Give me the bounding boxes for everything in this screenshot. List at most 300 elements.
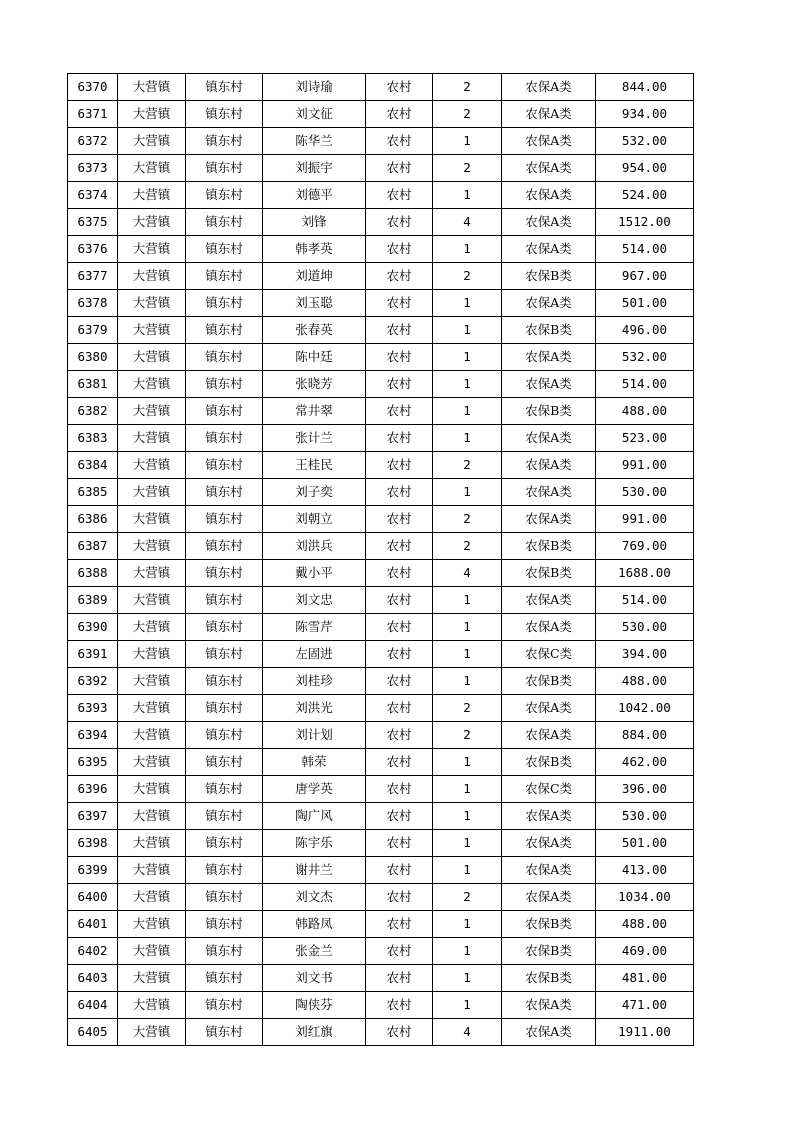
cell-person-name: 陶广风 xyxy=(263,803,366,830)
cell-area-type: 农村 xyxy=(366,587,433,614)
cell-area-type: 农村 xyxy=(366,128,433,155)
cell-insurance-category: 农保B类 xyxy=(502,938,596,965)
cell-amount: 462.00 xyxy=(596,749,694,776)
cell-household-count: 4 xyxy=(433,560,502,587)
cell-amount: 884.00 xyxy=(596,722,694,749)
cell-village: 镇东村 xyxy=(186,1019,263,1046)
cell-person-name: 刘红旗 xyxy=(263,1019,366,1046)
cell-area-type: 农村 xyxy=(366,749,433,776)
cell-person-name: 唐学英 xyxy=(263,776,366,803)
cell-area-type: 农村 xyxy=(366,938,433,965)
cell-village: 镇东村 xyxy=(186,128,263,155)
cell-insurance-category: 农保A类 xyxy=(502,101,596,128)
cell-amount: 523.00 xyxy=(596,425,694,452)
cell-area-type: 农村 xyxy=(366,533,433,560)
cell-serial-number: 6376 xyxy=(68,236,118,263)
cell-amount: 530.00 xyxy=(596,614,694,641)
table-row xyxy=(68,803,694,830)
cell-serial-number: 6401 xyxy=(68,911,118,938)
cell-town: 大营镇 xyxy=(118,587,186,614)
cell-insurance-category: 农保A类 xyxy=(502,830,596,857)
table-row xyxy=(68,857,694,884)
cell-village: 镇东村 xyxy=(186,992,263,1019)
cell-amount: 1688.00 xyxy=(596,560,694,587)
cell-person-name: 刘桂珍 xyxy=(263,668,366,695)
cell-person-name: 刘文书 xyxy=(263,965,366,992)
cell-serial-number: 6392 xyxy=(68,668,118,695)
cell-village: 镇东村 xyxy=(186,101,263,128)
cell-amount: 532.00 xyxy=(596,344,694,371)
cell-household-count: 4 xyxy=(433,1019,502,1046)
cell-amount: 469.00 xyxy=(596,938,694,965)
cell-town: 大营镇 xyxy=(118,965,186,992)
cell-town: 大营镇 xyxy=(118,1019,186,1046)
cell-town: 大营镇 xyxy=(118,992,186,1019)
cell-village: 镇东村 xyxy=(186,452,263,479)
cell-household-count: 2 xyxy=(433,452,502,479)
cell-serial-number: 6378 xyxy=(68,290,118,317)
cell-village: 镇东村 xyxy=(186,668,263,695)
cell-amount: 844.00 xyxy=(596,74,694,101)
table-row xyxy=(68,587,694,614)
cell-village: 镇东村 xyxy=(186,236,263,263)
cell-insurance-category: 农保B类 xyxy=(502,911,596,938)
table-row xyxy=(68,830,694,857)
cell-village: 镇东村 xyxy=(186,938,263,965)
cell-insurance-category: 农保A类 xyxy=(502,209,596,236)
cell-amount: 394.00 xyxy=(596,641,694,668)
cell-town: 大营镇 xyxy=(118,452,186,479)
cell-person-name: 刘诗瑜 xyxy=(263,74,366,101)
cell-amount: 501.00 xyxy=(596,290,694,317)
cell-household-count: 2 xyxy=(433,263,502,290)
cell-person-name: 张晓芳 xyxy=(263,371,366,398)
cell-village: 镇东村 xyxy=(186,830,263,857)
cell-area-type: 农村 xyxy=(366,911,433,938)
cell-insurance-category: 农保A类 xyxy=(502,155,596,182)
cell-person-name: 刘玉聪 xyxy=(263,290,366,317)
cell-household-count: 1 xyxy=(433,857,502,884)
cell-town: 大营镇 xyxy=(118,533,186,560)
cell-town: 大营镇 xyxy=(118,155,186,182)
cell-person-name: 韩荣 xyxy=(263,749,366,776)
cell-household-count: 2 xyxy=(433,155,502,182)
cell-household-count: 1 xyxy=(433,830,502,857)
table-row xyxy=(68,1019,694,1046)
table-row xyxy=(68,128,694,155)
table-row xyxy=(68,479,694,506)
cell-insurance-category: 农保B类 xyxy=(502,533,596,560)
cell-household-count: 2 xyxy=(433,533,502,560)
cell-insurance-category: 农保A类 xyxy=(502,236,596,263)
cell-household-count: 1 xyxy=(433,776,502,803)
cell-area-type: 农村 xyxy=(366,479,433,506)
cell-amount: 396.00 xyxy=(596,776,694,803)
cell-village: 镇东村 xyxy=(186,182,263,209)
cell-village: 镇东村 xyxy=(186,776,263,803)
cell-serial-number: 6389 xyxy=(68,587,118,614)
cell-amount: 488.00 xyxy=(596,668,694,695)
cell-town: 大营镇 xyxy=(118,830,186,857)
cell-person-name: 陈华兰 xyxy=(263,128,366,155)
cell-serial-number: 6372 xyxy=(68,128,118,155)
cell-household-count: 1 xyxy=(433,344,502,371)
cell-household-count: 1 xyxy=(433,425,502,452)
cell-household-count: 4 xyxy=(433,209,502,236)
cell-area-type: 农村 xyxy=(366,452,433,479)
cell-person-name: 陈中廷 xyxy=(263,344,366,371)
cell-town: 大营镇 xyxy=(118,398,186,425)
cell-area-type: 农村 xyxy=(366,992,433,1019)
document-page xyxy=(67,73,694,1046)
cell-village: 镇东村 xyxy=(186,398,263,425)
table-row xyxy=(68,938,694,965)
cell-household-count: 1 xyxy=(433,749,502,776)
cell-serial-number: 6395 xyxy=(68,749,118,776)
cell-household-count: 1 xyxy=(433,371,502,398)
cell-serial-number: 6381 xyxy=(68,371,118,398)
cell-amount: 967.00 xyxy=(596,263,694,290)
cell-household-count: 2 xyxy=(433,506,502,533)
cell-household-count: 1 xyxy=(433,290,502,317)
cell-village: 镇东村 xyxy=(186,722,263,749)
cell-village: 镇东村 xyxy=(186,263,263,290)
cell-household-count: 2 xyxy=(433,722,502,749)
cell-village: 镇东村 xyxy=(186,317,263,344)
cell-serial-number: 6383 xyxy=(68,425,118,452)
cell-area-type: 农村 xyxy=(366,155,433,182)
cell-insurance-category: 农保B类 xyxy=(502,749,596,776)
cell-person-name: 刘道坤 xyxy=(263,263,366,290)
cell-person-name: 刘计划 xyxy=(263,722,366,749)
cell-town: 大营镇 xyxy=(118,182,186,209)
table-row xyxy=(68,236,694,263)
table-row xyxy=(68,398,694,425)
cell-area-type: 农村 xyxy=(366,560,433,587)
cell-amount: 1512.00 xyxy=(596,209,694,236)
cell-person-name: 刘文征 xyxy=(263,101,366,128)
cell-amount: 488.00 xyxy=(596,398,694,425)
cell-amount: 530.00 xyxy=(596,479,694,506)
table-row xyxy=(68,560,694,587)
cell-household-count: 1 xyxy=(433,479,502,506)
table-body xyxy=(68,74,694,1046)
table-row xyxy=(68,992,694,1019)
cell-insurance-category: 农保A类 xyxy=(502,128,596,155)
table-row xyxy=(68,776,694,803)
cell-village: 镇东村 xyxy=(186,560,263,587)
cell-town: 大营镇 xyxy=(118,263,186,290)
cell-town: 大营镇 xyxy=(118,938,186,965)
cell-town: 大营镇 xyxy=(118,911,186,938)
cell-amount: 530.00 xyxy=(596,803,694,830)
cell-serial-number: 6391 xyxy=(68,641,118,668)
cell-town: 大营镇 xyxy=(118,290,186,317)
cell-insurance-category: 农保A类 xyxy=(502,452,596,479)
cell-area-type: 农村 xyxy=(366,1019,433,1046)
cell-serial-number: 6397 xyxy=(68,803,118,830)
cell-person-name: 刘振宇 xyxy=(263,155,366,182)
cell-amount: 481.00 xyxy=(596,965,694,992)
cell-household-count: 1 xyxy=(433,803,502,830)
cell-person-name: 刘朝立 xyxy=(263,506,366,533)
cell-village: 镇东村 xyxy=(186,344,263,371)
cell-village: 镇东村 xyxy=(186,857,263,884)
table-row xyxy=(68,668,694,695)
cell-serial-number: 6380 xyxy=(68,344,118,371)
table-row xyxy=(68,425,694,452)
table-row xyxy=(68,74,694,101)
cell-serial-number: 6382 xyxy=(68,398,118,425)
cell-amount: 413.00 xyxy=(596,857,694,884)
cell-area-type: 农村 xyxy=(366,884,433,911)
cell-town: 大营镇 xyxy=(118,236,186,263)
cell-serial-number: 6404 xyxy=(68,992,118,1019)
cell-serial-number: 6387 xyxy=(68,533,118,560)
cell-town: 大营镇 xyxy=(118,128,186,155)
table-row xyxy=(68,749,694,776)
cell-insurance-category: 农保A类 xyxy=(502,857,596,884)
table-row xyxy=(68,452,694,479)
cell-insurance-category: 农保A类 xyxy=(502,425,596,452)
cell-village: 镇东村 xyxy=(186,533,263,560)
cell-area-type: 农村 xyxy=(366,614,433,641)
cell-amount: 524.00 xyxy=(596,182,694,209)
cell-town: 大营镇 xyxy=(118,425,186,452)
cell-amount: 488.00 xyxy=(596,911,694,938)
cell-town: 大营镇 xyxy=(118,857,186,884)
cell-serial-number: 6385 xyxy=(68,479,118,506)
cell-serial-number: 6388 xyxy=(68,560,118,587)
cell-insurance-category: 农保B类 xyxy=(502,965,596,992)
cell-insurance-category: 农保A类 xyxy=(502,992,596,1019)
cell-serial-number: 6396 xyxy=(68,776,118,803)
cell-household-count: 1 xyxy=(433,614,502,641)
cell-household-count: 1 xyxy=(433,965,502,992)
cell-insurance-category: 农保B类 xyxy=(502,263,596,290)
cell-village: 镇东村 xyxy=(186,290,263,317)
cell-household-count: 1 xyxy=(433,398,502,425)
cell-person-name: 常井翠 xyxy=(263,398,366,425)
cell-area-type: 农村 xyxy=(366,182,433,209)
cell-amount: 514.00 xyxy=(596,587,694,614)
cell-person-name: 刘文杰 xyxy=(263,884,366,911)
cell-household-count: 1 xyxy=(433,911,502,938)
cell-person-name: 韩路凤 xyxy=(263,911,366,938)
table-row xyxy=(68,344,694,371)
cell-village: 镇东村 xyxy=(186,506,263,533)
cell-serial-number: 6373 xyxy=(68,155,118,182)
cell-town: 大营镇 xyxy=(118,776,186,803)
cell-amount: 954.00 xyxy=(596,155,694,182)
cell-town: 大营镇 xyxy=(118,560,186,587)
cell-village: 镇东村 xyxy=(186,695,263,722)
table-row xyxy=(68,209,694,236)
cell-serial-number: 6405 xyxy=(68,1019,118,1046)
cell-village: 镇东村 xyxy=(186,209,263,236)
cell-amount: 532.00 xyxy=(596,128,694,155)
cell-village: 镇东村 xyxy=(186,155,263,182)
cell-town: 大营镇 xyxy=(118,317,186,344)
cell-village: 镇东村 xyxy=(186,749,263,776)
table-row xyxy=(68,155,694,182)
cell-area-type: 农村 xyxy=(366,101,433,128)
cell-household-count: 1 xyxy=(433,641,502,668)
table-row xyxy=(68,317,694,344)
cell-person-name: 张春英 xyxy=(263,317,366,344)
cell-person-name: 陶侠芬 xyxy=(263,992,366,1019)
cell-serial-number: 6398 xyxy=(68,830,118,857)
cell-area-type: 农村 xyxy=(366,857,433,884)
cell-insurance-category: 农保C类 xyxy=(502,776,596,803)
cell-village: 镇东村 xyxy=(186,641,263,668)
cell-insurance-category: 农保A类 xyxy=(502,182,596,209)
cell-insurance-category: 农保A类 xyxy=(502,371,596,398)
cell-town: 大营镇 xyxy=(118,209,186,236)
cell-area-type: 农村 xyxy=(366,722,433,749)
cell-amount: 471.00 xyxy=(596,992,694,1019)
cell-village: 镇东村 xyxy=(186,587,263,614)
cell-amount: 991.00 xyxy=(596,452,694,479)
cell-amount: 1034.00 xyxy=(596,884,694,911)
cell-amount: 1042.00 xyxy=(596,695,694,722)
cell-person-name: 刘洪光 xyxy=(263,695,366,722)
cell-household-count: 2 xyxy=(433,101,502,128)
cell-household-count: 1 xyxy=(433,587,502,614)
cell-village: 镇东村 xyxy=(186,803,263,830)
cell-village: 镇东村 xyxy=(186,965,263,992)
cell-town: 大营镇 xyxy=(118,101,186,128)
cell-insurance-category: 农保A类 xyxy=(502,479,596,506)
cell-area-type: 农村 xyxy=(366,776,433,803)
cell-town: 大营镇 xyxy=(118,803,186,830)
cell-amount: 934.00 xyxy=(596,101,694,128)
cell-insurance-category: 农保A类 xyxy=(502,506,596,533)
cell-serial-number: 6375 xyxy=(68,209,118,236)
cell-serial-number: 6370 xyxy=(68,74,118,101)
cell-insurance-category: 农保A类 xyxy=(502,290,596,317)
cell-insurance-category: 农保A类 xyxy=(502,614,596,641)
cell-amount: 991.00 xyxy=(596,506,694,533)
cell-person-name: 谢井兰 xyxy=(263,857,366,884)
cell-village: 镇东村 xyxy=(186,911,263,938)
cell-insurance-category: 农保A类 xyxy=(502,344,596,371)
cell-village: 镇东村 xyxy=(186,74,263,101)
cell-town: 大营镇 xyxy=(118,371,186,398)
cell-insurance-category: 农保B类 xyxy=(502,668,596,695)
cell-town: 大营镇 xyxy=(118,479,186,506)
cell-town: 大营镇 xyxy=(118,695,186,722)
table-row xyxy=(68,506,694,533)
table-row xyxy=(68,695,694,722)
cell-area-type: 农村 xyxy=(366,209,433,236)
cell-area-type: 农村 xyxy=(366,965,433,992)
cell-serial-number: 6393 xyxy=(68,695,118,722)
cell-insurance-category: 农保A类 xyxy=(502,722,596,749)
cell-village: 镇东村 xyxy=(186,425,263,452)
cell-area-type: 农村 xyxy=(366,803,433,830)
cell-town: 大营镇 xyxy=(118,344,186,371)
cell-area-type: 农村 xyxy=(366,830,433,857)
cell-household-count: 2 xyxy=(433,74,502,101)
cell-insurance-category: 农保A类 xyxy=(502,884,596,911)
table-row xyxy=(68,614,694,641)
cell-insurance-category: 农保B类 xyxy=(502,560,596,587)
cell-serial-number: 6399 xyxy=(68,857,118,884)
cell-serial-number: 6379 xyxy=(68,317,118,344)
cell-person-name: 刘德平 xyxy=(263,182,366,209)
cell-household-count: 1 xyxy=(433,236,502,263)
cell-person-name: 韩孝英 xyxy=(263,236,366,263)
cell-household-count: 2 xyxy=(433,884,502,911)
cell-serial-number: 6384 xyxy=(68,452,118,479)
cell-person-name: 张金兰 xyxy=(263,938,366,965)
cell-amount: 769.00 xyxy=(596,533,694,560)
table-row xyxy=(68,371,694,398)
cell-household-count: 1 xyxy=(433,317,502,344)
cell-serial-number: 6400 xyxy=(68,884,118,911)
cell-area-type: 农村 xyxy=(366,371,433,398)
cell-household-count: 1 xyxy=(433,992,502,1019)
table-row xyxy=(68,641,694,668)
cell-serial-number: 6386 xyxy=(68,506,118,533)
cell-village: 镇东村 xyxy=(186,479,263,506)
cell-serial-number: 6390 xyxy=(68,614,118,641)
table-row xyxy=(68,965,694,992)
cell-town: 大营镇 xyxy=(118,722,186,749)
cell-insurance-category: 农保B类 xyxy=(502,317,596,344)
cell-town: 大营镇 xyxy=(118,668,186,695)
cell-area-type: 农村 xyxy=(366,398,433,425)
cell-area-type: 农村 xyxy=(366,641,433,668)
cell-person-name: 刘子奕 xyxy=(263,479,366,506)
cell-area-type: 农村 xyxy=(366,506,433,533)
cell-amount: 496.00 xyxy=(596,317,694,344)
table-row xyxy=(68,884,694,911)
cell-town: 大营镇 xyxy=(118,749,186,776)
cell-person-name: 陈宇乐 xyxy=(263,830,366,857)
cell-person-name: 王桂民 xyxy=(263,452,366,479)
cell-insurance-category: 农保A类 xyxy=(502,695,596,722)
cell-serial-number: 6377 xyxy=(68,263,118,290)
cell-person-name: 刘文忠 xyxy=(263,587,366,614)
table-row xyxy=(68,263,694,290)
cell-insurance-category: 农保A类 xyxy=(502,1019,596,1046)
cell-area-type: 农村 xyxy=(366,290,433,317)
cell-area-type: 农村 xyxy=(366,344,433,371)
cell-area-type: 农村 xyxy=(366,74,433,101)
cell-village: 镇东村 xyxy=(186,371,263,398)
cell-village: 镇东村 xyxy=(186,614,263,641)
cell-amount: 514.00 xyxy=(596,371,694,398)
cell-town: 大营镇 xyxy=(118,641,186,668)
cell-household-count: 1 xyxy=(433,182,502,209)
cell-village: 镇东村 xyxy=(186,884,263,911)
cell-serial-number: 6394 xyxy=(68,722,118,749)
cell-person-name: 刘洪兵 xyxy=(263,533,366,560)
cell-area-type: 农村 xyxy=(366,236,433,263)
cell-town: 大营镇 xyxy=(118,614,186,641)
cell-amount: 501.00 xyxy=(596,830,694,857)
cell-household-count: 1 xyxy=(433,938,502,965)
cell-insurance-category: 农保B类 xyxy=(502,398,596,425)
cell-area-type: 农村 xyxy=(366,317,433,344)
cell-household-count: 2 xyxy=(433,695,502,722)
cell-household-count: 1 xyxy=(433,128,502,155)
cell-person-name: 张计兰 xyxy=(263,425,366,452)
cell-amount: 1911.00 xyxy=(596,1019,694,1046)
cell-serial-number: 6402 xyxy=(68,938,118,965)
